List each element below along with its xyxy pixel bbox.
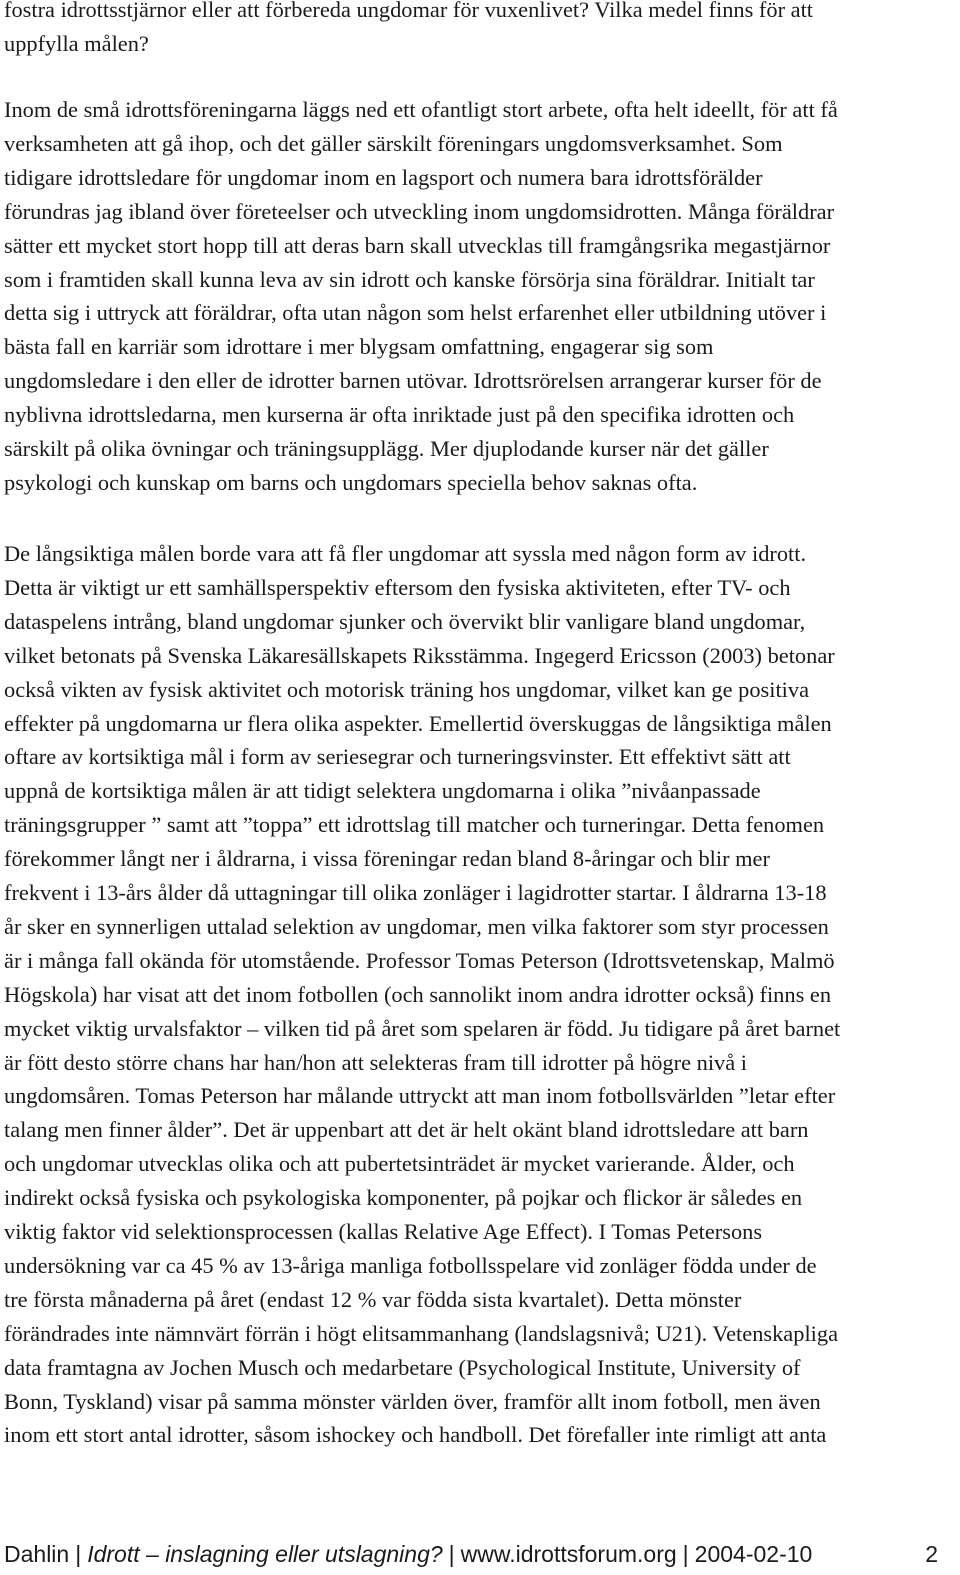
document-page [4,0,960,1575]
text-line: Detta är viktigt ur ett samhällsperspektiv eftersom den fysiska aktiviteten, efter TV- och [4,574,791,600]
text-line: träningsgrupper ” samt att ”toppa” ett idrottslag till matcher och turneringar. Detta fenomen [4,812,825,838]
text-line: tre första månaderna på året (endast 12 % var födda sista kvartalet). Detta mönster [4,1286,742,1312]
text-line: uppnå de kortsiktiga målen är att tidigt selektera ungdomarna i olika ”nivåanpassade [4,778,761,804]
footer-author: Dahlin [4,1541,70,1567]
text-line: som i framtiden skall kunna leva av sin idrott och kanske försörja sina föräldrar. Initialt tar [4,266,815,292]
text-line: ungdomsåren. Tomas Peterson har målande uttryckt att man inom fotbollsvärlden ”letar efter [4,1083,836,1109]
text-line: effekter på ungdomarna ur flera olika aspekter. Emellertid överskuggas de långsiktiga målen [4,710,832,736]
text-line: förundras jag ibland över företeelser och utveckling inom ungdomsidrotten. Många föräldrar [4,198,835,224]
text-line: De långsiktiga målen borde vara att få fler ungdomar att syssla med någon form av idrott. [4,541,807,566]
text-line: är i många fall okända för utomstående. Professor Tomas Peterson (Idrottsvetenskap, Malmö [4,947,835,973]
footer-url: www.idrottsforum.org [460,1541,677,1567]
footer-date: 2004-02-10 [694,1541,813,1567]
text-line: psykologi och kunskap om barns och ungdomars speciella behov saknas ofta. [4,469,698,495]
footer-separator: | [682,1541,689,1567]
text-line: Inom de små idrottsföreningarna läggs ned ett ofantligt stort arbete, ofta helt ideellt, för att få [4,97,838,122]
text-line: verksamheten att gå ihop, och det gäller särskilt föreningars ungdomsverksamhet. Som [4,130,783,156]
text-line: frekvent i 13-års ålder då uttagningar till olika zonläger i lagidrotter startar. I åldrarna 13-18 [4,880,827,905]
text-line: uppfylla målen? [4,30,149,56]
text-line: nyblivna idrottsledarna, men kurserna är ofta inriktade just på den specifika idrotten och [4,402,795,428]
text-line: viktig faktor vid selektionsprocessen (kallas Relative Age Effect). I Tomas Petersons [4,1219,763,1244]
text-line: mycket viktig urvalsfaktor – vilken tid på året som spelaren är född. Ju tidigare på året barnet [4,1015,841,1041]
footer-separator: | [448,1541,455,1567]
text-line: Högskola) har visat att det inom fotbollen (och sannolikt inom andra idrotter också) finns en [4,981,832,1007]
text-line: Bonn, Tyskland) visar på samma mönster världen över, framför allt inom fotboll, men även [4,1388,821,1414]
text-line: oftare av kortsiktiga mål i form av seriesegrar och turneringsvinster. Ett effektivt sätt att [4,744,791,770]
text-line: förekommer långt ner i åldrarna, i vissa föreningar redan bland 8-åringar och blir mer [4,846,770,872]
text-line: tidigare idrottsledare för ungdomar inom en lagsport och numera bara idrottsförälder [4,164,763,190]
text-line: inom ett stort antal idrotter, såsom ishockey och handboll. Det förefaller inte rimligt att anta [4,1422,827,1448]
text-line: talang men finner ålder”. Det är uppenbart att det är helt okänt bland idrottsledare att barn [4,1117,809,1143]
text-line: sätter ett mycket stort hopp till att deras barn skall utvecklas till framgångsrika megastjärnor [4,232,831,258]
text-line: vilket betonats på Svenska Läkaresällskapets Riksstämma. Ingegerd Ericsson (2003) betonar [4,642,835,668]
page-number: 2 [925,1541,938,1567]
text-line: år sker en synnerligen uttalad selektion av ungdomar, men vilka faktorer som styr processen [4,913,829,939]
text-line: också vikten av fysisk aktivitet och motorisk träning hos ungdomar, vilket kan ge positiva [4,676,810,702]
footer-separator: | [75,1541,82,1567]
text-line: undersökning var ca 45 % av 13-åriga manliga fotbollsspelare vid zonläger födda under de [4,1252,817,1278]
text-line: fostra idrottsstjärnor eller att förbereda ungdomar för vuxenlivet? Vilka medel finns för att [4,0,814,22]
text-line: och ungdomar utvecklas olika och att pubertetsinträdet är mycket varierande. Ålder, och [4,1151,795,1177]
text-line: detta sig i uttryck att föräldrar, ofta utan någon som helst erfarenhet eller utbildning utöver i [4,300,827,326]
text-line: särskilt på olika övningar och träningsupplägg. Mer djuplodande kurser när det gäller [4,436,769,461]
text-line: bästa fall en karriär som idrottare i mer blygsam omfattning, engagerar sig som [4,334,714,360]
page-footer [4,1537,956,1571]
text-line: förändrades inte nämnvärt förrän i högt elitsammanhang (landslagsnivå; U21). Vetenskapliga [4,1320,839,1346]
text-line: ungdomsledare i den eller de idrotter barnen utövar. Idrottsrörelsen arrangerar kurser för de [4,368,822,394]
text-line: är fött desto större chans har han/hon att selekteras fram till idrotter på högre nivå i [4,1049,747,1075]
footer-title: Idrott – inslagning eller utslagning? [87,1541,443,1567]
text-line: dataspelens intrång, bland ungdomar sjunker och övervikt blir vanligare bland ungdomar, [4,608,806,634]
text-line: data framtagna av Jochen Musch och medarbetare (Psychological Institute, University of [4,1354,801,1380]
text-line: indirekt också fysiska och psykologiska komponenter, på pojkar och flickor är således en [4,1185,803,1211]
